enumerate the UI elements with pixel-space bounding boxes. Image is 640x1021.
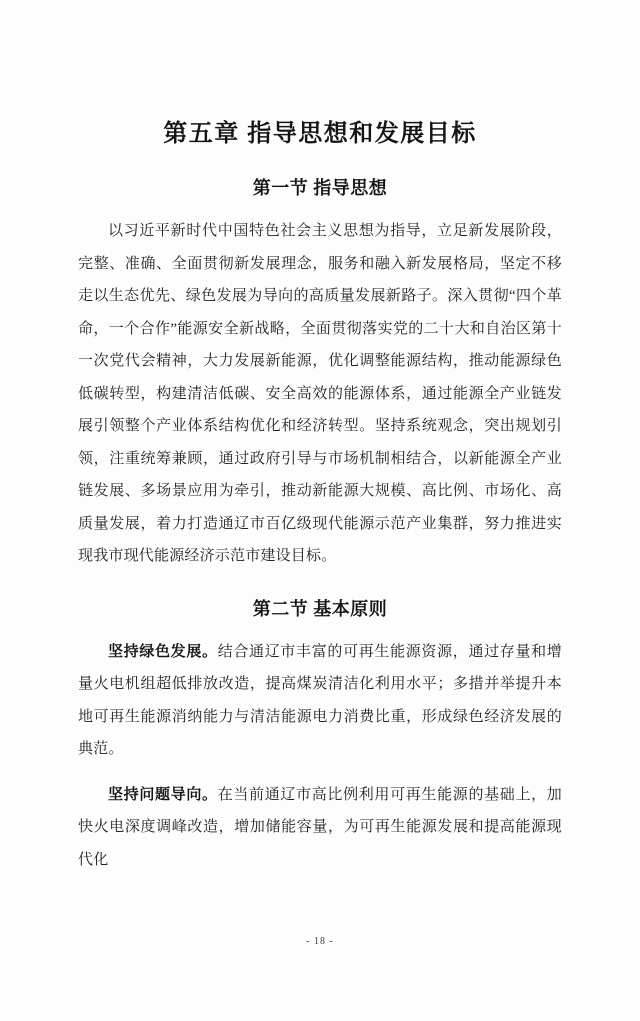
paragraph-lead: 坚持绿色发展。 bbox=[108, 643, 218, 660]
document-body bbox=[0, 116, 640, 876]
paragraph-text: 在当前通辽市高比例利用可再生能源的基础上，加快火电深度调峰改造，增加储能容量，为可再生能源发展和提高能源现代化 bbox=[78, 786, 562, 868]
section-1-heading: 第一节 指导思想 bbox=[252, 178, 388, 198]
section-2-paragraph-green-development bbox=[78, 636, 562, 766]
section-2-heading: 第二节 基本原则 bbox=[252, 598, 388, 619]
section-1-paragraph bbox=[78, 215, 562, 573]
page-number: - 18 - bbox=[306, 936, 334, 947]
section-2-paragraph-problem-orientation bbox=[78, 779, 562, 877]
document-page bbox=[0, 116, 640, 1021]
paragraph-text: 结合通辽市丰富的可再生能源资源，通过存量和增量火电机组超低排放改造，提高煤炭清洁化利用水平；多措并举提升本地可再生能源消纳能力与清洁能源电力消费比重，形成绿色经济发展的典范。 bbox=[78, 643, 562, 757]
paragraph-lead: 坚持问题导向。 bbox=[108, 786, 218, 803]
paragraph-text: 以习近平新时代中国特色社会主义思想为指导，立足新发展阶段，完整、准确、全面贯彻新发展理念，服务和融入新发展格局，坚定不移走以生态优先、绿色发展为导向的高质量发展新路子。深入贯彻“四个革命，一个合作”能源安全新战略，全面贯彻落实党的二十大和自治区第十一次党代会精神，大力发展新能源，优化调整能源结构，推动能源绿色低碳转型，构建清洁低碳、安全高效的能源体系，通过能源全产业链发展引领整个产业体系结构优化和经济转型。坚持系统观念，突出规划引领，注重统筹兼顾，通过政府引导与市场机制相结合，以新能源全产业链发展、多场景应用为牵引，推动新能源大规模、高比例、市场化、高质量发展，着力打造通辽市百亿级现代能源示范产业集群，努力推进实现我市现代能源经济示范市建设目标。 bbox=[78, 223, 562, 564]
chapter-title: 第五章 指导思想和发展目标 bbox=[163, 121, 477, 147]
